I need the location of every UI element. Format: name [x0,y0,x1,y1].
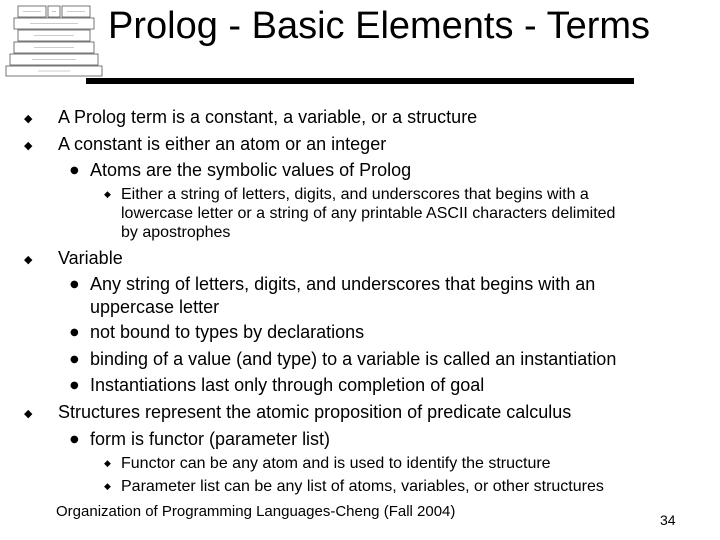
slide-title: Prolog - Basic Elements - Terms [108,5,651,47]
round-bullet-icon: ● [70,279,79,290]
bullet-line-level-3: Either a string of letters, digits, and underscores that begins with a [121,186,589,203]
bullet-line-level-3: by apostrophes [121,224,231,241]
bullet-line-level-2: Any string of letters, digits, and underscores that begins with an [90,274,596,294]
diamond-bullet-icon: ◆ [104,482,111,492]
bullet-line-level-3: Parameter list can be any list of atoms, variables, or other structures [121,478,604,495]
bullet-line-level-2: binding of a value (and type) to a variable is called an instantiation [90,349,617,369]
round-bullet-icon: ● [70,354,79,365]
round-bullet-icon: ● [70,165,79,176]
bullet-line-level-2: uppercase letter [90,297,220,317]
bullet-line-level-2: Instantiations last only through completion of goal [90,375,485,395]
diamond-bullet-icon: ◆ [24,407,33,420]
title-underline [86,78,634,84]
diamond-bullet-icon: ◆ [104,190,111,200]
round-bullet-icon: ● [70,327,79,338]
page-number: 34 [660,512,676,528]
bullet-line-level-3: lowercase letter or a string of any printable ASCII characters delimited [121,205,616,222]
bullet-line-level-1: Structures represent the atomic proposition of predicate calculus [58,402,572,422]
bullet-line-level-2: Atoms are the symbolic values of Prolog [90,160,412,180]
bullet-line-level-1: A Prolog term is a constant, a variable, or a structure [58,107,478,127]
diamond-bullet-icon: ◆ [24,253,33,266]
diamond-bullet-icon: ◆ [24,139,33,152]
slide-footer: Organization of Programming Languages-Cheng (Fall 2004) [56,503,456,520]
round-bullet-icon: ● [70,434,79,445]
diamond-bullet-icon: ◆ [104,459,111,469]
bullet-line-level-1: A constant is either an atom or an integer [58,134,387,154]
bullet-line-level-3: Functor can be any atom and is used to identify the structure [121,455,551,472]
round-bullet-icon: ● [70,380,79,391]
diamond-bullet-icon: ◆ [24,112,33,125]
layered-stack-logo [4,4,104,78]
bullet-line-level-2: not bound to types by declarations [90,322,365,342]
bullet-line-level-1: Variable [58,248,123,268]
bullet-line-level-2: form is functor (parameter list) [90,429,331,449]
